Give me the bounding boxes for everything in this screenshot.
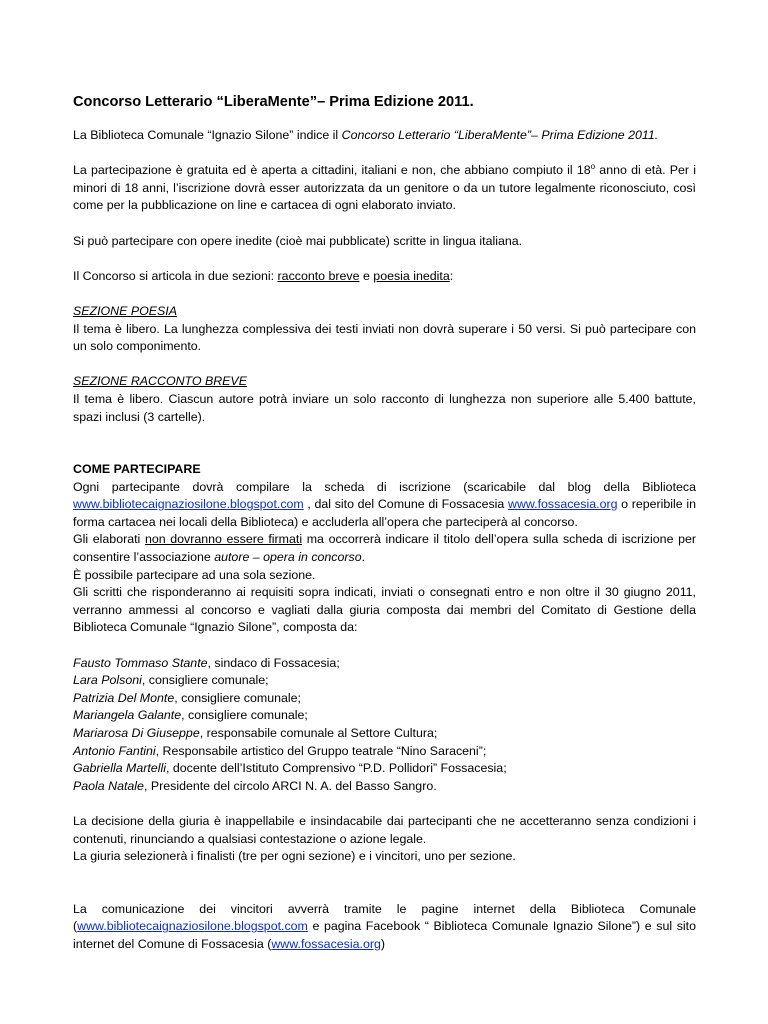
sections-paragraph (73, 268, 696, 286)
blog-link-2[interactable]: www.bibliotecaignaziosilone.blogspot.com (77, 919, 308, 934)
sections-text-b: e (359, 268, 374, 283)
section-poetry-label: poesia inedita (373, 268, 450, 283)
communication-text-a: La comunicazione dei vincitori avverrà tramite le pagine internet della Biblioteca Comunale ( (73, 901, 696, 934)
contest-name: Concorso Letterario “LiberaMente” (341, 128, 532, 142)
section-story-label: racconto breve (277, 268, 360, 283)
jury-role: , Responsabile artistico del Gruppo teatrale “Nino Saraceni”; (155, 743, 487, 758)
jury-role: , sindaco di Fossacesia; (207, 655, 340, 670)
not-signed-text: non dovranno essere firmati (144, 532, 303, 547)
jury-list (73, 655, 696, 796)
jury-member (73, 725, 696, 743)
how-text-b: , dal sito del Comune di Fossacesia (303, 497, 508, 512)
story-heading: SEZIONE RACCONTO BREVE (73, 374, 247, 389)
jury-name: Mariarosa Di Giuseppe (73, 726, 200, 740)
jury-name: Lara Polsoni (73, 673, 142, 688)
jury-member (73, 778, 696, 796)
intro-text: La Biblioteca Comunale “Ignazio Silone” indice il (73, 128, 342, 142)
jury-role: , consigliere comunale; (181, 708, 308, 723)
jury-name: Gabriella Martelli (73, 761, 166, 776)
jury-name: Patrizia Del Monte (73, 690, 175, 705)
jury-role: , docente dell’Istituto Comprensivo “P.D. Pollidori” Fossacesia; (165, 761, 507, 776)
story-text: Il tema è libero. Ciascun autore potrà inviare un solo racconto di lunghezza non superiore alle 5.400 battute, spazi inclusi (3 cartelle). (73, 391, 696, 424)
jury-role: , consigliere comunale; (174, 690, 301, 705)
how-paragraph-3: È possibile partecipare ad una sola sezione. (73, 567, 316, 582)
how-text-c: o reperibile in forma cartacea nei locali della Biblioteca) e accluderla all’opera che parteciperà al concorso. (73, 497, 696, 529)
document-title: Concorso Letterario “LiberaMente”– Prima Edizione 2011. (73, 94, 474, 110)
participation-paragraph (73, 162, 696, 215)
how-p2-text-b: ma occorrerà indicare il titolo dell’opera sulla scheda di iscrizione per consentire l’associazione (73, 532, 696, 565)
poetry-text: Il tema è libero. La lunghezza complessiva dei testi inviati non dovrà superare i 50 versi. Si può partecipare con un solo componimento. (73, 321, 696, 354)
author-work-text: autore – opera in concorso (214, 550, 362, 565)
document-page (73, 92, 696, 954)
jury-member (73, 672, 696, 690)
jury-name: Mariangela Galante (73, 708, 182, 723)
how-p2-text-c: . (361, 550, 366, 565)
participation-text-a: La partecipazione è gratuita ed è aperta a cittadini, italiani e non, che abbiano compiuto il 18 (73, 163, 591, 178)
jury-member (73, 743, 696, 761)
how-paragraph-1 (73, 479, 696, 532)
municipality-link-2[interactable]: www.fossacesia.org (271, 936, 381, 951)
intro-paragraph (73, 127, 696, 145)
how-text-a: Ogni partecipante dovrà compilare la scheda di iscrizione (scaricabile dal blog della Biblioteca (73, 479, 696, 494)
finalists-paragraph: La giuria selezionerà i finalisti (tre per ogni sezione) e i vincitori, uno per sezione. (73, 849, 516, 864)
jury-name: Antonio Fantini (73, 743, 156, 758)
communication-paragraph (73, 901, 696, 954)
participation-text-b: anno di età. Per i minori di 18 anni, l’iscrizione dovrà esser autorizzata da un genitore o da un tutore legalmente riconosciuto, così come per la pubblicazione on line e cartacea di ogni elaborato inviato. (73, 163, 696, 213)
poetry-heading: SEZIONE POESIA (73, 303, 177, 318)
jury-member (73, 690, 696, 708)
communication-text-c: ) (380, 936, 385, 951)
decision-paragraph: La decisione della giuria è inappellabile e insindacabile dai partecipanti che ne accetteranno senza condizioni i contenuti, rinunciando a qualsiasi contestazione o azione legale. (73, 813, 696, 846)
works-paragraph: Si può partecipare con opere inedite (cioè mai pubblicate) scritte in lingua italiana. (73, 233, 523, 248)
sections-text-c: : (449, 268, 454, 283)
jury-member (73, 760, 696, 778)
communication-text-b: e pagina Facebook “ Biblioteca Comunale Ignazio Silone”) e sul sito internet del Comune di Fossacesia ( (73, 919, 696, 951)
blog-link[interactable]: www.bibliotecaignaziosilone.blogspot.com (73, 497, 304, 512)
jury-role: , responsabile comunale al Settore Cultura; (199, 726, 438, 740)
how-p2-text-a: Gli elaborati (73, 532, 145, 547)
jury-name: Paola Natale (73, 778, 144, 793)
sections-text-a: Il Concorso si articola in due sezioni: (73, 268, 278, 283)
jury-role: , consigliere comunale; (141, 673, 269, 688)
jury-member (73, 655, 696, 673)
municipality-link[interactable]: www.fossacesia.org (508, 497, 618, 512)
how-heading: COME PARTECIPARE (73, 462, 201, 477)
jury-name: Fausto Tommaso Stante (73, 655, 208, 670)
how-paragraph-4: Gli scritti che risponderanno ai requisiti sopra indicati, inviati o consegnati entro e non oltre il 30 giugno 2011, verranno ammessi al concorso e vagliati dalla giuria composta dai membri del Comitato di Gestione della Biblioteca Comunale “Ignazio Silone”, composta da: (73, 585, 696, 635)
jury-member (73, 707, 696, 725)
how-paragraph-2 (73, 531, 696, 566)
edition-text: – Prima Edizione 2011. (531, 128, 659, 142)
jury-role: , Presidente del circolo ARCI N. A. del Basso Sangro. (143, 778, 437, 793)
ordinal-sup: o (590, 162, 596, 172)
